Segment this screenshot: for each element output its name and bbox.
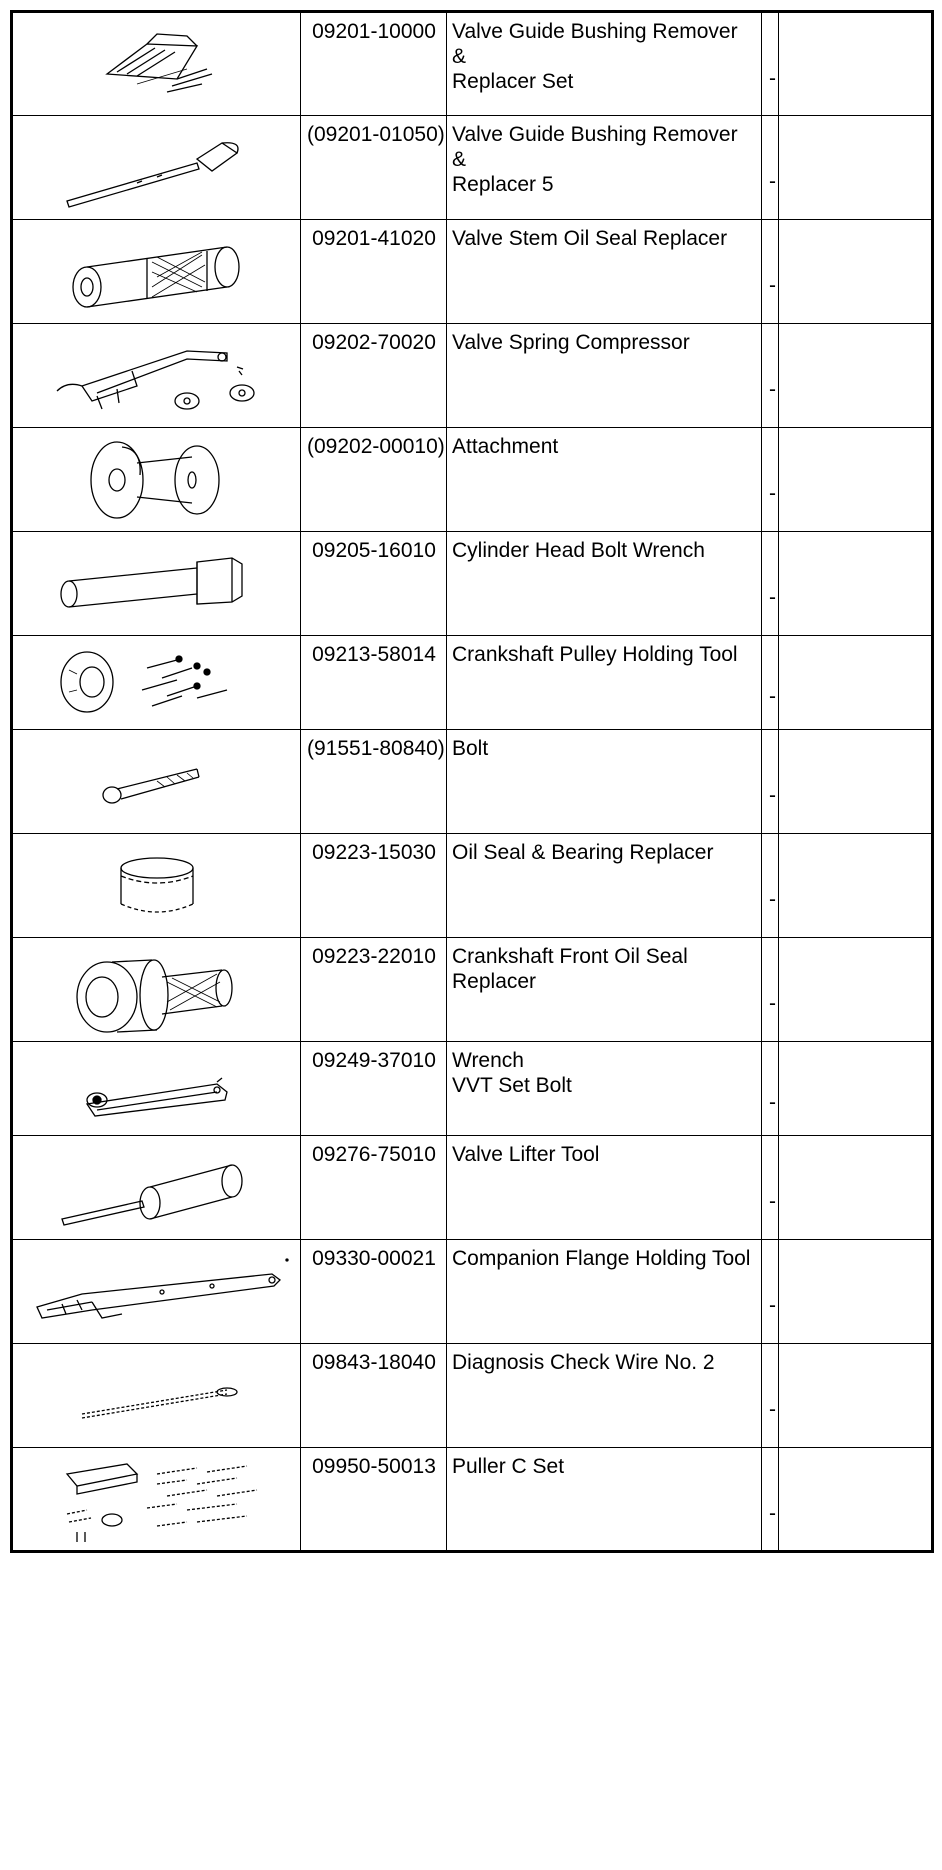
part-number: (09201-01050): [301, 116, 447, 220]
blank-cell: [779, 428, 933, 532]
check-mark: -: [762, 834, 779, 938]
tool-illustration: [12, 834, 301, 938]
blank-cell: [779, 12, 933, 116]
part-number: 09249-37010: [301, 1042, 447, 1136]
part-number: 09213-58014: [301, 636, 447, 730]
table-row: [12, 428, 933, 532]
valve-guide-bushing-set-icon: [77, 24, 237, 104]
bolt-icon: [87, 747, 227, 817]
check-mark: -: [762, 116, 779, 220]
tool-illustration: [12, 636, 301, 730]
part-number: 09202-70020: [301, 324, 447, 428]
tool-name: Bolt: [447, 730, 762, 834]
part-number: 09201-41020: [301, 220, 447, 324]
check-mark: -: [762, 1344, 779, 1448]
part-number: 09223-15030: [301, 834, 447, 938]
tool-name: Wrench VVT Set Bolt: [447, 1042, 762, 1136]
tool-illustration: [12, 1136, 301, 1240]
part-number: (09202-00010): [301, 428, 447, 532]
tool-name: Valve Lifter Tool: [447, 1136, 762, 1240]
table-row: [12, 636, 933, 730]
check-mark: -: [762, 1042, 779, 1136]
tool-name: Crankshaft Front Oil Seal Replacer: [447, 938, 762, 1042]
table-row: [12, 1448, 933, 1552]
tool-name: Puller C Set: [447, 1448, 762, 1552]
check-mark: -: [762, 324, 779, 428]
tool-illustration: [12, 220, 301, 324]
puller-set-icon: [47, 1454, 267, 1544]
tool-name: Valve Stem Oil Seal Replacer: [447, 220, 762, 324]
part-number: 09843-18040: [301, 1344, 447, 1448]
check-mark: -: [762, 1136, 779, 1240]
part-number: 09330-00021: [301, 1240, 447, 1344]
part-number: 09205-16010: [301, 532, 447, 636]
tool-illustration: [12, 1042, 301, 1136]
vvt-wrench-icon: [67, 1054, 247, 1124]
part-number: 09276-75010: [301, 1136, 447, 1240]
check-mark: -: [762, 1240, 779, 1344]
table-row: [12, 730, 933, 834]
tool-illustration: [12, 532, 301, 636]
tool-illustration: [12, 12, 301, 116]
check-mark: -: [762, 428, 779, 532]
check-wire-icon: [67, 1366, 247, 1426]
part-number: 09950-50013: [301, 1448, 447, 1552]
table-row: [12, 1136, 933, 1240]
front-seal-replacer-icon: [62, 942, 252, 1037]
tool-illustration: [12, 730, 301, 834]
check-mark: -: [762, 730, 779, 834]
tool-name: Attachment: [447, 428, 762, 532]
blank-cell: [779, 938, 933, 1042]
head-bolt-wrench-icon: [47, 544, 267, 624]
part-number: 09223-22010: [301, 938, 447, 1042]
table-row: [12, 12, 933, 116]
table-row: [12, 938, 933, 1042]
oil-seal-replacer-icon: [57, 227, 257, 317]
table-row: [12, 324, 933, 428]
tool-name: Valve Spring Compressor: [447, 324, 762, 428]
blank-cell: [779, 220, 933, 324]
valve-lifter-tool-icon: [52, 1143, 262, 1233]
blank-cell: [779, 324, 933, 428]
table-row: [12, 116, 933, 220]
blank-cell: [779, 1042, 933, 1136]
tool-illustration: [12, 938, 301, 1042]
tool-name: Valve Guide Bushing Remover & Replacer 5: [447, 116, 762, 220]
check-mark: -: [762, 12, 779, 116]
table-row: [12, 532, 933, 636]
blank-cell: [779, 116, 933, 220]
tool-name: Crankshaft Pulley Holding Tool: [447, 636, 762, 730]
tool-name: Oil Seal & Bearing Replacer: [447, 834, 762, 938]
tool-illustration: [12, 116, 301, 220]
table-row: [12, 1344, 933, 1448]
table-row: [12, 220, 933, 324]
blank-cell: [779, 1344, 933, 1448]
tool-illustration: [12, 1344, 301, 1448]
blank-cell: [779, 636, 933, 730]
tool-name: Companion Flange Holding Tool: [447, 1240, 762, 1344]
check-mark: -: [762, 636, 779, 730]
check-mark: -: [762, 220, 779, 324]
table-row: [12, 1042, 933, 1136]
bushing-remover-rod-icon: [47, 123, 267, 213]
table-row: [12, 834, 933, 938]
tool-name: Cylinder Head Bolt Wrench: [447, 532, 762, 636]
tool-name: Diagnosis Check Wire No. 2: [447, 1344, 762, 1448]
blank-cell: [779, 730, 933, 834]
tool-illustration: [12, 428, 301, 532]
check-mark: -: [762, 1448, 779, 1552]
blank-cell: [779, 1240, 933, 1344]
special-service-tools-table: [10, 10, 934, 1553]
blank-cell: [779, 1136, 933, 1240]
part-number: 09201-10000: [301, 12, 447, 116]
seal-bearing-replacer-icon: [107, 846, 207, 926]
tool-name: Valve Guide Bushing Remover & Replacer Set: [447, 12, 762, 116]
tool-illustration: [12, 1240, 301, 1344]
tool-illustration: [12, 1448, 301, 1552]
blank-cell: [779, 834, 933, 938]
tool-illustration: [12, 324, 301, 428]
part-number: (91551-80840): [301, 730, 447, 834]
flange-holding-tool-icon: [22, 1252, 292, 1332]
blank-cell: [779, 532, 933, 636]
table-row: [12, 1240, 933, 1344]
spring-compressor-icon: [37, 331, 277, 421]
pulley-holding-tool-icon: [47, 640, 267, 725]
check-mark: -: [762, 532, 779, 636]
check-mark: -: [762, 938, 779, 1042]
attachment-icon: [82, 435, 232, 525]
blank-cell: [779, 1448, 933, 1552]
